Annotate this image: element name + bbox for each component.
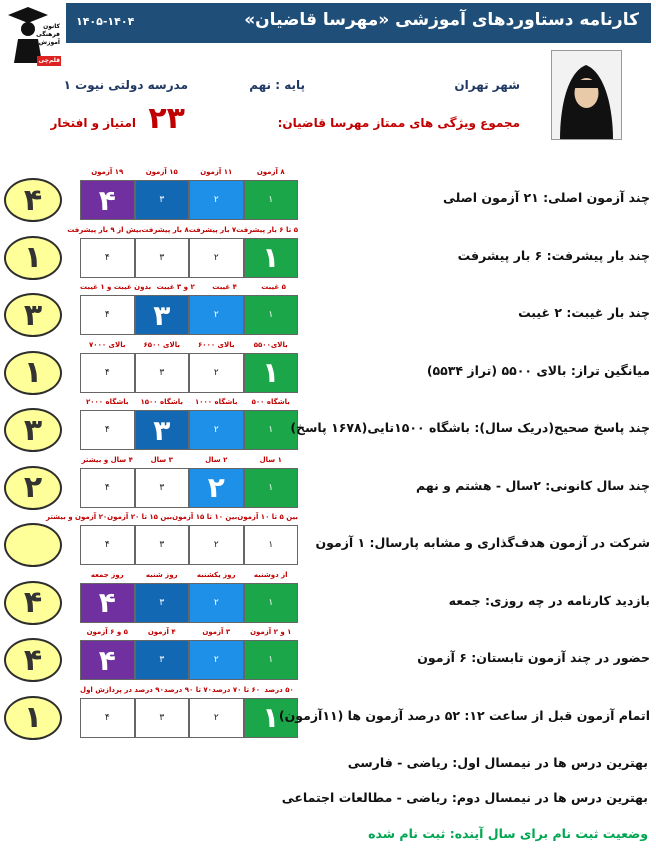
score-circle: ۴ — [4, 178, 62, 222]
student-avatar-icon — [552, 51, 621, 139]
score-circle: ۱ — [4, 696, 62, 740]
threshold-label: ۱۹ آزمون — [91, 168, 124, 176]
level-boxes — [80, 583, 298, 623]
threshold-label: باشگاه ۵۰۰ — [251, 398, 290, 406]
threshold-label: ۲۰ آزمون و بیشتر — [45, 513, 108, 521]
achievement-question: بازدید کارنامه در چه روزی: جمعه — [448, 592, 650, 608]
threshold-label: باشگاه ۱۰۰۰ — [194, 398, 238, 406]
threshold-label: روز شنبه — [145, 570, 178, 579]
achievement-question: چند آزمون اصلی: ۲۱ آزمون اصلی — [442, 190, 650, 205]
row-threshold-labels — [80, 341, 298, 353]
threshold-label: بالای ۶۵۰۰ — [143, 340, 180, 349]
school-name: مدرسه دولتی نیوت ۱ — [63, 78, 188, 92]
threshold-label: ۵۰ درصد — [264, 685, 294, 694]
achievement-question: چند بار پیشرفت: ۶ بار پیشرفت — [457, 247, 650, 263]
level-box: ۳ — [135, 525, 190, 565]
threshold-label: ۵ تا ۶ بار پیشرفت — [236, 225, 298, 234]
score-circle: ۱ — [4, 351, 62, 395]
threshold-label: ۸ بار پیشرفت — [141, 225, 189, 234]
level-box: ۳ — [135, 180, 190, 220]
threshold-label: بیش از ۹ بار پیشرفت — [67, 225, 142, 234]
level-box: ۴ — [80, 410, 135, 450]
achievement-question: میانگین تراز: بالای ۵۵۰۰ (تراز ۵۵۳۴) — [426, 362, 650, 378]
threshold-label: ۸ آزمون — [256, 168, 285, 176]
row-threshold-labels — [80, 686, 298, 698]
level-box: ۳ — [135, 583, 190, 623]
level-box: ۳ — [135, 468, 190, 508]
level-boxes — [80, 353, 298, 393]
title-bar — [66, 3, 651, 43]
threshold-label: بالای ۶۰۰۰ — [198, 340, 235, 349]
threshold-label: ۱۵ آزمون — [145, 168, 178, 176]
level-box: ۴ — [80, 295, 135, 335]
level-boxes — [80, 180, 298, 220]
level-box: ۴ — [80, 180, 135, 220]
level-box: ۱ — [244, 295, 299, 335]
threshold-label: ۴ سال و بیشتر — [81, 455, 133, 464]
threshold-label: ۷۰ تا ۹۰ درصد — [163, 685, 212, 694]
threshold-label: ۷ بار پیشرفت — [188, 225, 237, 234]
score-circle: ۱ — [4, 236, 62, 280]
row-threshold-labels — [80, 571, 298, 583]
level-box: ۱ — [244, 525, 299, 565]
achievement-question: چند سال کانونی: ۲سال - هشتم و نهم — [416, 477, 650, 493]
threshold-label: باشگاه ۱۵۰۰ — [140, 398, 183, 406]
row-threshold-labels — [80, 456, 298, 468]
level-box: ۲ — [189, 640, 244, 680]
threshold-label: ۲ و ۳ غیبت — [156, 283, 195, 291]
level-box: ۲ — [189, 698, 244, 738]
score-circle: ۳ — [4, 293, 62, 337]
level-box: ۲ — [189, 583, 244, 623]
student-photo — [551, 50, 622, 140]
level-box: ۲ — [189, 410, 244, 450]
level-boxes — [80, 295, 298, 335]
features-title: مجموع ویژگی های ممتاز مهرسا قاضیان: — [277, 116, 520, 130]
level-box: ۱ — [244, 180, 299, 220]
threshold-label: ۵ غیبت — [261, 283, 286, 291]
threshold-label: باشگاه ۲۰۰۰ — [85, 398, 129, 406]
page-title: کارنامه دستاوردهای آموزشی «مهرسا قاضیان» — [244, 10, 639, 30]
threshold-label: ۱۱ آزمون — [200, 168, 233, 176]
level-box: ۴ — [80, 583, 135, 623]
threshold-label: بین ۱۵ تا ۲۰ آزمون — [107, 513, 173, 521]
threshold-label: ۱ سال — [259, 455, 282, 464]
level-boxes — [80, 525, 298, 565]
threshold-label: ۳ آزمون — [202, 628, 231, 636]
achievement-question: شرکت در آزمون هدف‌گذاری و مشابه پارسال: ۱ آزمون — [315, 535, 650, 550]
level-boxes — [80, 698, 298, 738]
threshold-label: بالای۵۵۰۰ — [253, 340, 288, 349]
threshold-label: روز جمعه — [90, 570, 124, 579]
level-box: ۲ — [189, 525, 244, 565]
achievement-question: چند پاسخ صحیح(دریک سال): باشگاه ۱۵۰۰تایی(۱۶۷۸ پاسخ) — [290, 420, 650, 435]
level-boxes — [80, 238, 298, 278]
level-box: ۱ — [244, 353, 299, 393]
level-box: ۳ — [135, 353, 190, 393]
registration-status: وضعیت ثبت نام برای سال آینده: ثبت نام شده — [368, 826, 648, 841]
level-boxes — [80, 410, 298, 450]
level-box: ۱ — [244, 583, 299, 623]
threshold-label: ۹۰ درصد در پردازش اول — [80, 685, 164, 694]
city: شهر تهران — [454, 78, 520, 92]
row-threshold-labels — [67, 225, 298, 238]
threshold-label: بین ۱۰ تا ۱۵ آزمون — [172, 513, 238, 521]
level-box: ۲ — [189, 295, 244, 335]
level-box: ۴ — [80, 525, 135, 565]
level-box: ۳ — [135, 295, 190, 335]
score-circle — [4, 523, 62, 567]
score-circle: ۴ — [4, 581, 62, 625]
level-box: ۳ — [135, 640, 190, 680]
threshold-label: روز یکشنبه — [196, 570, 236, 579]
level-boxes — [80, 640, 298, 680]
logo-brand: قلم‌چی — [38, 57, 60, 64]
level-box: ۳ — [135, 238, 190, 278]
level-box: ۱ — [244, 698, 299, 738]
grade: پایه : نهم — [249, 78, 305, 92]
logo-text: کانون فرهنگی آموزش — [36, 23, 60, 46]
level-box: ۴ — [80, 353, 135, 393]
threshold-label: ۴ آزمون — [147, 628, 176, 636]
level-box: ۲ — [189, 353, 244, 393]
threshold-label: ۱ و ۲ آزمون — [250, 628, 292, 636]
score-circle: ۴ — [4, 638, 62, 682]
level-boxes — [80, 468, 298, 508]
score-circle: ۳ — [4, 408, 62, 452]
level-box: ۴ — [80, 640, 135, 680]
level-box: ۴ — [80, 238, 135, 278]
threshold-label: ۵ و ۶ آزمون — [86, 628, 128, 636]
points-value: ۲۳ — [148, 101, 185, 136]
level-box: ۲ — [189, 468, 244, 508]
threshold-label: بدون غیبت و ۱ غیبت — [79, 283, 152, 291]
level-box: ۱ — [244, 640, 299, 680]
level-box: ۳ — [135, 410, 190, 450]
row-threshold-labels — [45, 513, 298, 525]
level-box: ۳ — [135, 698, 190, 738]
best-lessons-first-term: بهترین درس ها در نیمسال اول: ریاضی - فارسی — [347, 755, 648, 770]
row-threshold-labels — [80, 283, 298, 295]
points-label: امتیاز و افتخار — [50, 116, 136, 130]
achievement-question: اتمام آزمون قبل از ساعت ۱۲: ۵۲ درصد آزمون ها (۱۱آزمون) — [278, 707, 650, 723]
threshold-label: از دوشنبه — [253, 570, 288, 579]
threshold-label: ۶۰ تا ۷۰ درصد — [211, 685, 261, 694]
level-box: ۱ — [244, 468, 299, 508]
level-box: ۴ — [80, 468, 135, 508]
threshold-label: بین ۵ تا ۱۰ آزمون — [237, 513, 298, 521]
row-threshold-labels — [80, 168, 298, 180]
row-threshold-labels — [80, 398, 298, 410]
level-box: ۴ — [80, 698, 135, 738]
score-circle: ۲ — [4, 466, 62, 510]
best-lessons-second-term: بهترین درس ها در نیمسال دوم: ریاضی - مطالعات اجتماعی — [281, 790, 648, 805]
threshold-label: ۴ غیبت — [212, 283, 237, 291]
level-box: ۲ — [189, 238, 244, 278]
threshold-label: ۳ سال — [150, 455, 173, 464]
threshold-label: ۲ سال — [205, 455, 228, 464]
level-box: ۱ — [244, 410, 299, 450]
level-box: ۱ — [244, 238, 299, 278]
threshold-label: بالای ۷۰۰۰ — [89, 340, 126, 349]
academic-years: ۱۴۰۵-۱۴۰۴ — [76, 15, 135, 28]
row-threshold-labels — [80, 628, 298, 640]
level-box: ۲ — [189, 180, 244, 220]
achievement-question: حضور در چند آزمون تابستان: ۶ آزمون — [417, 650, 650, 665]
kanoon-logo — [4, 3, 62, 67]
achievement-question: چند بار غیبت: ۲ غیبت — [518, 305, 650, 320]
